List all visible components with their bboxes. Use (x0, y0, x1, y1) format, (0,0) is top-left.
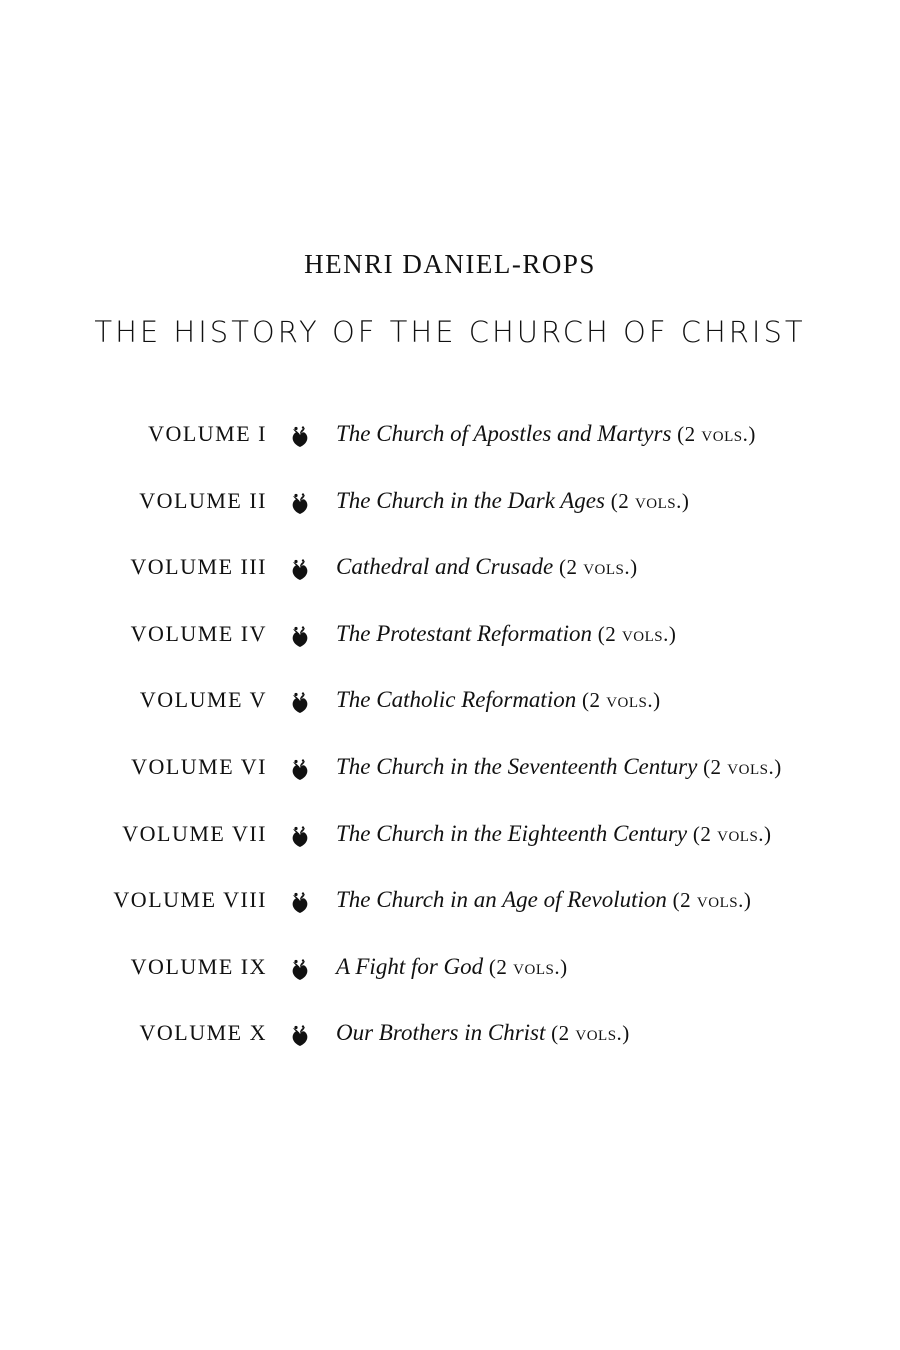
volume-title: The Church in the Eighteenth Century (336, 820, 688, 846)
volume-count: (2 vols.) (597, 621, 677, 646)
volume-label: VOLUME V (139, 687, 267, 713)
volume-label: VOLUME VII (122, 820, 267, 846)
volume-label: VOLUME I (148, 421, 267, 446)
volume-count: (2 vols.) (488, 954, 568, 979)
volume-row (0, 814, 900, 881)
volume-label: VOLUME III (130, 554, 267, 580)
fleuron-icon (290, 1025, 310, 1047)
fleuron-icon (290, 626, 310, 648)
volume-label: VOLUME VIII (113, 887, 267, 913)
volume-title: The Catholic Reformation (336, 687, 577, 713)
volume-label: VOLUME IV (130, 620, 267, 646)
fleuron-icon (290, 826, 310, 848)
volume-count: (2 vols.) (581, 688, 661, 713)
volume-entry (336, 947, 568, 987)
fleuron-icon (290, 426, 310, 448)
volume-count: (2 vols.) (558, 555, 638, 580)
volume-row (0, 880, 900, 947)
volume-entry (336, 680, 661, 720)
volume-row (0, 1013, 900, 1080)
series-title: THE HISTORY OF THE CHURCH OF CHRIST (94, 315, 806, 349)
volume-entry (336, 481, 689, 521)
volume-entry (336, 414, 756, 454)
volume-entry (336, 814, 772, 854)
volume-title: Cathedral and Crusade (336, 554, 554, 580)
volume-label: VOLUME IX (130, 953, 267, 979)
volume-row (0, 481, 900, 548)
volume-count: (2 vols.) (672, 888, 752, 913)
volume-count: (2 vols.) (703, 754, 782, 779)
volume-row (0, 614, 900, 681)
volume-row (0, 747, 900, 814)
volume-title: The Church in the Seventeenth Century (336, 753, 698, 779)
volume-count: (2 vols.) (551, 1021, 630, 1046)
volume-title: A Fight for God (336, 953, 484, 979)
volume-list (0, 414, 900, 1080)
volume-entry (336, 880, 751, 920)
fleuron-icon (290, 759, 310, 781)
volume-title: The Protestant Reformation (336, 620, 592, 646)
volume-entry (336, 547, 638, 587)
volume-title: The Church in an Age of Revolution (336, 887, 667, 913)
volume-row (0, 547, 900, 614)
volume-label: VOLUME VI (131, 753, 267, 779)
volume-label: VOLUME X (139, 1020, 267, 1046)
volume-title: The Church of Apostles and Martyrs (336, 421, 672, 446)
fleuron-icon (290, 559, 310, 581)
volume-entry (336, 614, 676, 654)
volume-count: (2 vols.) (610, 488, 690, 513)
volume-entry (336, 747, 782, 787)
fleuron-icon (290, 959, 310, 981)
volume-row (0, 414, 900, 481)
volume-title: Our Brothers in Christ (336, 1020, 546, 1046)
volume-row (0, 680, 900, 747)
volume-entry (336, 1013, 630, 1053)
volume-label: VOLUME II (139, 487, 267, 513)
volume-count: (2 vols.) (692, 821, 772, 846)
fleuron-icon (290, 692, 310, 714)
volume-row (0, 947, 900, 1014)
volume-count: (2 vols.) (677, 422, 756, 446)
volume-title: The Church in the Dark Ages (336, 487, 605, 513)
author-name: HENRI DANIEL-ROPS (304, 249, 596, 279)
fleuron-icon (290, 493, 310, 515)
fleuron-icon (290, 892, 310, 914)
